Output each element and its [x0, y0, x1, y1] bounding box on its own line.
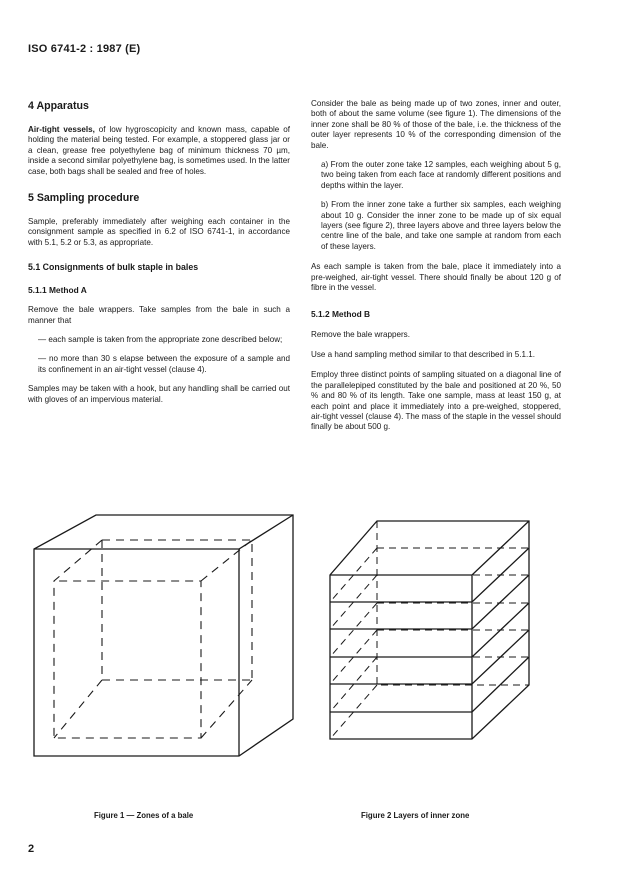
apparatus-lead: Air-tight vessels, — [28, 125, 95, 134]
outer-bale-outline — [34, 515, 293, 756]
figure-1-zones-diagram — [0, 500, 300, 760]
remove-paragraph: Remove the bale wrappers. — [311, 329, 410, 339]
page-number: 2 — [28, 843, 35, 855]
section-5-1-1-heading: 5.1.1 Method A — [28, 285, 87, 296]
left-column — [28, 100, 290, 405]
figure-2-caption: Figure 2 Layers of inner zone — [361, 811, 470, 820]
apparatus-heading: 4 Apparatus — [28, 100, 89, 112]
standard-header: ISO 6741-2 : 1987 (E) — [28, 43, 141, 55]
item-a: a) From the outer zone take 12 samples, each weighing about 5 g, two being taken from each face at randomly different positions and depths within the layer. — [321, 160, 561, 190]
item-b: b) From the inner zone take a further six samples, each weighing about 10 g. Consider the inner zone to be made up of six equal layers (see figure 2), three layers above and three layers below the centre line of the bale, and take one sample at random from each of these layers. — [321, 200, 561, 251]
section-5-1-heading: 5.1 Consignments of bulk staple in bales — [28, 262, 199, 273]
outer-bale-edges — [34, 515, 293, 756]
figure-2-layers-diagram — [310, 500, 550, 760]
hidden-edges-dashed — [330, 521, 529, 739]
apparatus-paragraph — [28, 125, 290, 177]
dash-item-zone: — each sample is taken from the appropriate zone described below; — [38, 335, 283, 345]
hand-sampling-paragraph: Use a hand sampling method similar to that described in 5.1.1. — [311, 349, 536, 359]
figure-1-caption: Figure 1 — Zones of a bale — [94, 811, 194, 820]
employ-paragraph: Employ three distinct points of sampling situated on a diagonal line of the parallelepiped constituted by the bale and positioned at 20 %, 50 % and 80 % of its length. Take one sample, mass at least 150 g, at each point and place it immediately into a pre-weighed, stoppered, air-tight vessel (clause 4). The mass of the staple in the vessel should finally be about 500 g. — [311, 370, 561, 432]
sampling-paragraph: Sample, preferably immediately after weighing each container in the consignment sample as specified in 6.2 of ISO 6741-1, in accordance with 5.1, 5.2 or 5.3, as appropriate. — [28, 217, 290, 247]
hook-paragraph: Samples may be taken with a hook, but any handling shall be carried out with gloves of an impervious material. — [28, 384, 290, 404]
zones-paragraph: Consider the bale as being made up of two zones, inner and outer, both of about the same volume (see figure 1). The dimensions of the inner zone shall be 80 % of those of the bale, i.e. the thickness of the outer layer represents 10 % of the corresponding dimension of the bale. — [311, 99, 561, 150]
each-sample-paragraph: As each sample is taken from the bale, place it immediately into a pre-weighed, air-tight vessel. There should finally be about 120 g of fibre in the vessel. — [311, 262, 561, 293]
section-5-1-2-heading: 5.1.2 Method B — [311, 308, 371, 319]
right-column — [311, 99, 561, 433]
inner-zone-dashed — [54, 540, 252, 738]
sampling-heading: 5 Sampling procedure — [28, 192, 140, 205]
method-a-paragraph: Remove the bale wrappers. Take samples from the bale in such a manner that — [28, 305, 290, 325]
dash-item-time: — no more than 30 s elapse between the exposure of a sample and its confinement in an air-tight vessel (clause 4). — [38, 354, 290, 374]
apparatus-text: of low hygroscopicity and known mass, capable of holding the material being tested. For example, a stoppered glass jar or a clean, grease free polyethylene bag of minimum thickness 70 µm, inside a second similar polyethylene bag, is sometimes used. In the latter case, both bags shall be sealed and free of holes. — [28, 125, 290, 176]
